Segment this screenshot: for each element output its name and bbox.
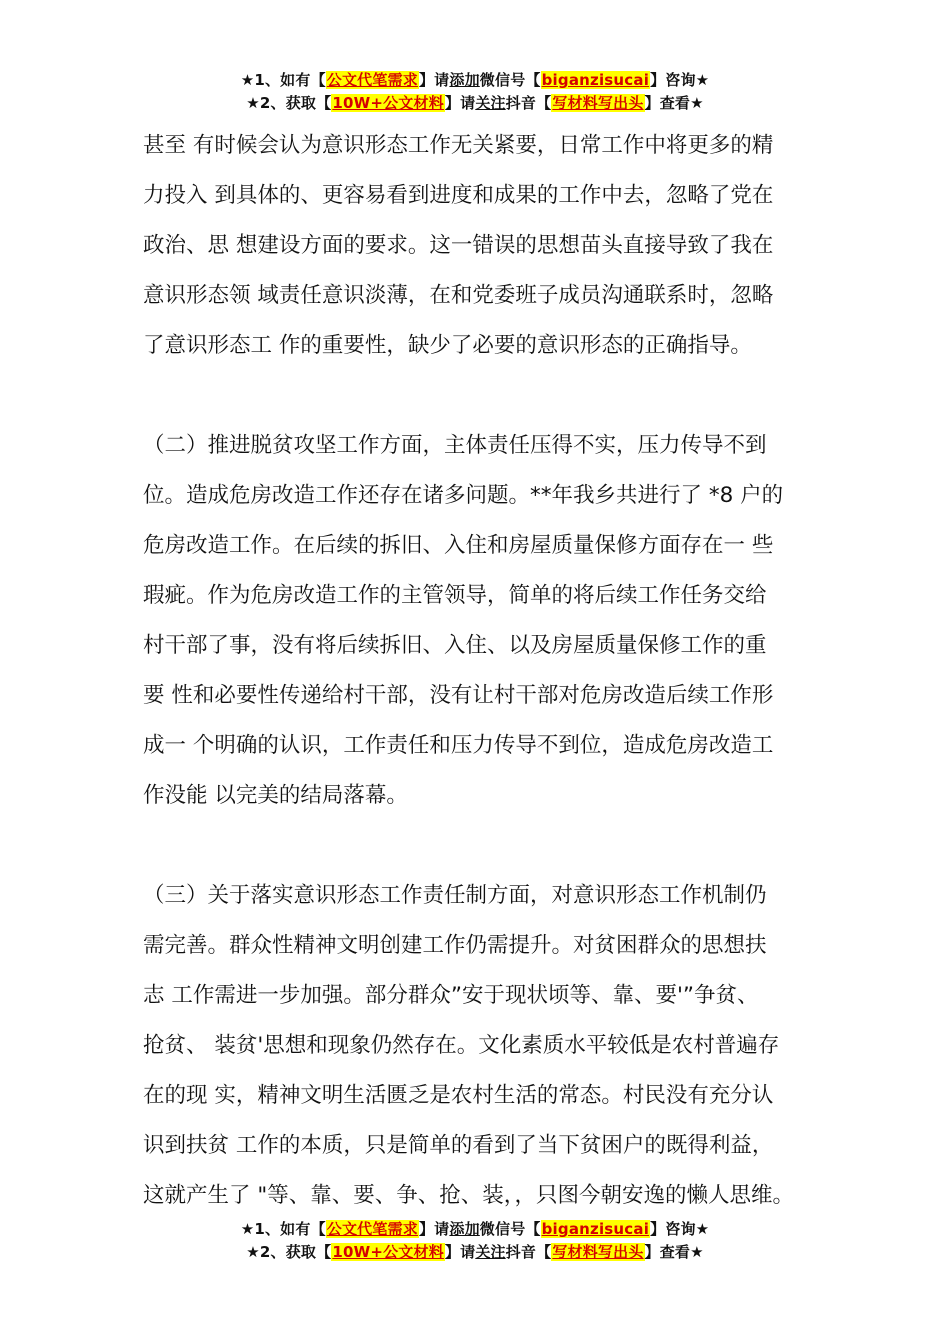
underlined-text: 添加 — [449, 1220, 480, 1238]
text-line: 在的现 实，精神文明生活匮乏是农村生活的常态。村民没有充分认 — [143, 1083, 774, 1108]
text-line: 作没能 以完美的结局落幕。 — [143, 783, 408, 808]
text-line: 成一 个明确的认识，工作责任和压力传导不到位，造成危房改造工 — [143, 733, 774, 758]
banner-text: 】查看★ — [644, 1243, 704, 1261]
banner-text: 【 — [310, 1220, 326, 1238]
text-line: （二）推进脱贫攻坚工作方面，主体责任压得不实，压力传导不到 — [143, 433, 767, 458]
text-line: 甚至 有时候会认为意识形态工作无关紧要，日常工作中将更多的精 — [143, 133, 774, 158]
text-line: 村干部了事，没有将后续拆旧、入住、以及房屋质量保修工作的重 — [143, 633, 767, 658]
banner-text: 抖音【 — [505, 94, 552, 112]
highlight-wechat-id: biganzisucai — [541, 1220, 650, 1238]
document-body — [143, 121, 808, 1221]
banner-text: 】请 — [444, 1243, 476, 1261]
banner-text: 】咨询★ — [650, 71, 710, 89]
banner-text: ★1、如有 — [240, 1220, 311, 1238]
text-line: 要 性和必要性传递给村干部，没有让村干部对危房改造后续工作形 — [143, 683, 774, 708]
banner-line-1 — [0, 69, 950, 92]
text-line: 位。造成危房改造工作还存在诸多问题。**年我乡共进行了 *8 户的 — [143, 483, 784, 508]
underlined-text: 关注 — [475, 1243, 506, 1261]
banner-text: 】咨询★ — [650, 1220, 710, 1238]
bottom-banner — [0, 1218, 950, 1264]
banner-text: 【 — [310, 71, 326, 89]
text-line: 力投入 到具体的、更容易看到进度和成果的工作中去，忽略了党在 — [143, 183, 774, 208]
underlined-text: 添加 — [449, 71, 480, 89]
banner-line-2 — [0, 1241, 950, 1264]
text-line: 意识形态领 域责任意识淡薄，在和党委班子成员沟通联系时，忽略 — [143, 283, 774, 308]
paragraph-3 — [143, 871, 808, 1221]
banner-text: 微信号【 — [479, 71, 541, 89]
paragraph-1 — [143, 121, 808, 371]
text-line: 瑕疵。作为危房改造工作的主管领导，简单的将后续工作任务交给 — [143, 583, 767, 608]
paragraph-gap — [143, 371, 808, 421]
banner-text: ★2、获取【 — [246, 94, 332, 112]
text-line: 这就产生了 "等、靠、要、争、抢、装，，只图今朝安逸的懒人思维。 — [143, 1183, 794, 1208]
underlined-text: 关注 — [475, 94, 506, 112]
highlight-douyin: 写材料写出头 — [552, 1243, 644, 1261]
highlight-wechat-id: biganzisucai — [541, 71, 650, 89]
highlight-materials: 10W+公文材料 — [332, 94, 444, 112]
banner-text: 抖音【 — [505, 1243, 552, 1261]
text-line: 危房改造工作。在后续的拆旧、入住和房屋质量保修方面存在一 些 — [143, 533, 774, 558]
banner-line-2 — [0, 92, 950, 115]
highlight-materials: 10W+公文材料 — [332, 1243, 444, 1261]
banner-text: 】请 — [418, 71, 450, 89]
banner-text: 】请 — [444, 94, 476, 112]
text-line: （三）关于落实意识形态工作责任制方面，对意识形态工作机制仍 — [143, 883, 767, 908]
banner-text: 】请 — [418, 1220, 450, 1238]
text-line: 需完善。群众性精神文明创建工作仍需提升。对贫困群众的思想扶 — [143, 933, 767, 958]
top-banner — [0, 69, 950, 115]
text-line: 志 工作需进一步加强。部分群众”安于现状顷等、靠、要'”争贫、 — [143, 983, 759, 1008]
banner-text: ★2、获取【 — [246, 1243, 332, 1261]
highlight-service: 公文代笔需求 — [326, 1220, 418, 1238]
banner-text: 微信号【 — [479, 1220, 541, 1238]
highlight-service: 公文代笔需求 — [326, 71, 418, 89]
paragraph-gap — [143, 821, 808, 871]
text-line: 政治、思 想建设方面的要求。这一错误的思想苗头直接导致了我在 — [143, 233, 774, 258]
text-line: 识到扶贫 工作的本质，只是简单的看到了当下贫困户的既得利益， — [143, 1133, 774, 1158]
paragraph-2 — [143, 421, 808, 821]
banner-text: ★1、如有 — [240, 71, 311, 89]
banner-line-1 — [0, 1218, 950, 1241]
text-line: 了意识形态工 作的重要性，缺少了必要的意识形态的正确指导。 — [143, 333, 752, 358]
text-line: 抢贫、 装贫'思想和现象仍然存在。文化素质水平较低是农村普遍存 — [143, 1033, 780, 1058]
banner-text: 】查看★ — [644, 94, 704, 112]
highlight-douyin: 写材料写出头 — [552, 94, 644, 112]
